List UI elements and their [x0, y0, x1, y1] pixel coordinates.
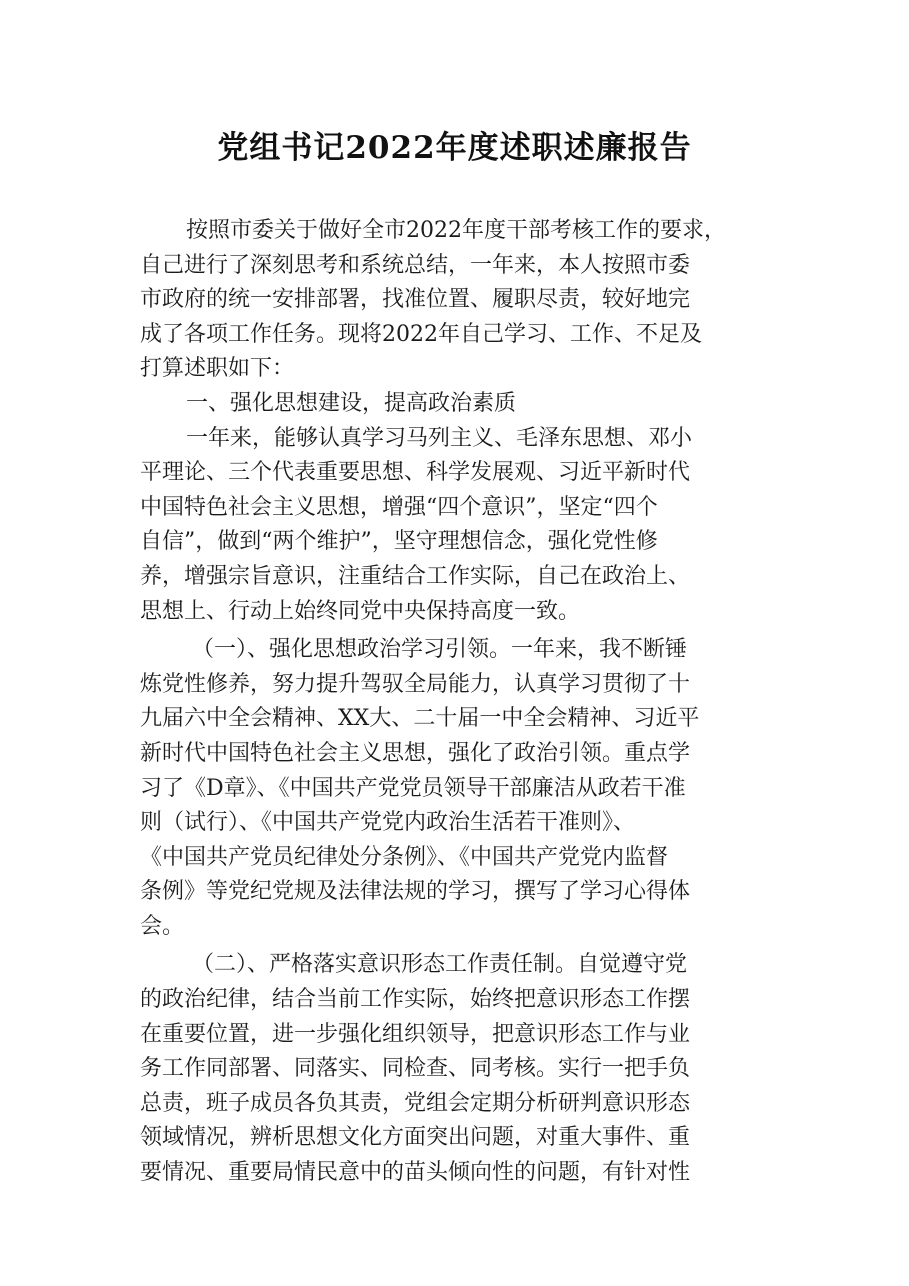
- paragraph-line: 市政府的统一安排部署，找准位置、履职尽责，较好地完: [140, 287, 691, 313]
- paragraph-line: 思想上、行动上始终同党中央保持高度一致。: [140, 598, 581, 624]
- paragraph-line: 条例》等党纪党规及法律法规的学习，撰写了学习心得体: [140, 879, 691, 905]
- paragraph-line: 的政治纪律，结合当前工作实际，始终把意识形态工作摆: [140, 987, 691, 1013]
- document-body: [140, 214, 780, 1191]
- paragraph-line: 则（试行）、《中国共产党党内政治生活若干准则》、: [140, 810, 636, 836]
- paragraph-line: 务工作同部署、同落实、同检查、同考核。实行一把手负: [140, 1056, 691, 1082]
- paragraph-line: 平理论、三个代表重要思想、科学发展观、习近平新时代: [140, 460, 691, 486]
- paragraph-line: 领域情况，辨析思想文化方面突出问题，对重大事件、重: [140, 1125, 691, 1151]
- paragraph-line: 在重要位置，进一步强化组织领导，把意识形态工作与业: [140, 1021, 691, 1047]
- paragraph-line: 新时代中国特色社会主义思想，强化了政治引领。重点学: [140, 740, 691, 766]
- paragraph-line: 炼党性修养，努力提升驾驭全局能力，认真学习贯彻了十: [140, 671, 691, 697]
- paragraph-line: 《中国共产党员纪律处分条例》、《中国共产党党内监督: [140, 844, 669, 870]
- section-heading: 一、强化思想建设，提高政治素质: [186, 390, 517, 416]
- paragraph-line: 九届六中全会精神、XX大、二十届一中全会精神、习近平: [140, 706, 700, 732]
- paragraph-line: 要情况、重要局情民意中的苗头倾向性的问题，有针对性: [140, 1160, 691, 1186]
- paragraph-line: 一年来，能够认真学习马列主义、毛泽东思想、邓小: [186, 425, 693, 451]
- paragraph-line: 会。: [140, 913, 185, 939]
- paragraph-line: （二）、严格落实意识形态工作责任制。自觉遵守党: [192, 952, 688, 978]
- document-title: 党组书记2022年度述职述廉报告: [217, 130, 692, 166]
- paragraph-line: 习了《D章》、《中国共产党党员领导干部廉洁从政若干准: [140, 775, 686, 801]
- paragraph-line: 中国特色社会主义思想，增强“四个意识”，坚定“四个: [140, 494, 658, 520]
- paragraph-line: 自己进行了深刻思考和系统总结，一年来，本人按照市委: [140, 252, 691, 278]
- paragraph-line: （一）、强化思想政治学习引领。一年来，我不断锤: [192, 637, 688, 663]
- paragraph-line: 成了各项工作任务。现将2022年自己学习、工作、不足及: [140, 321, 702, 347]
- paragraph-line: 自信”，做到“两个维护”，坚守理想信念，强化党性修: [140, 529, 658, 555]
- paragraph-line: 养，增强宗旨意识，注重结合工作实际，自己在政治上、: [140, 563, 691, 589]
- paragraph-line: 打算述职如下：: [140, 356, 295, 382]
- paragraph-line: 按照市委关于做好全市2022年度干部考核工作的要求，: [186, 218, 726, 243]
- paragraph-line: 总责，班子成员各负其责，党组会定期分析研判意识形态: [140, 1090, 691, 1116]
